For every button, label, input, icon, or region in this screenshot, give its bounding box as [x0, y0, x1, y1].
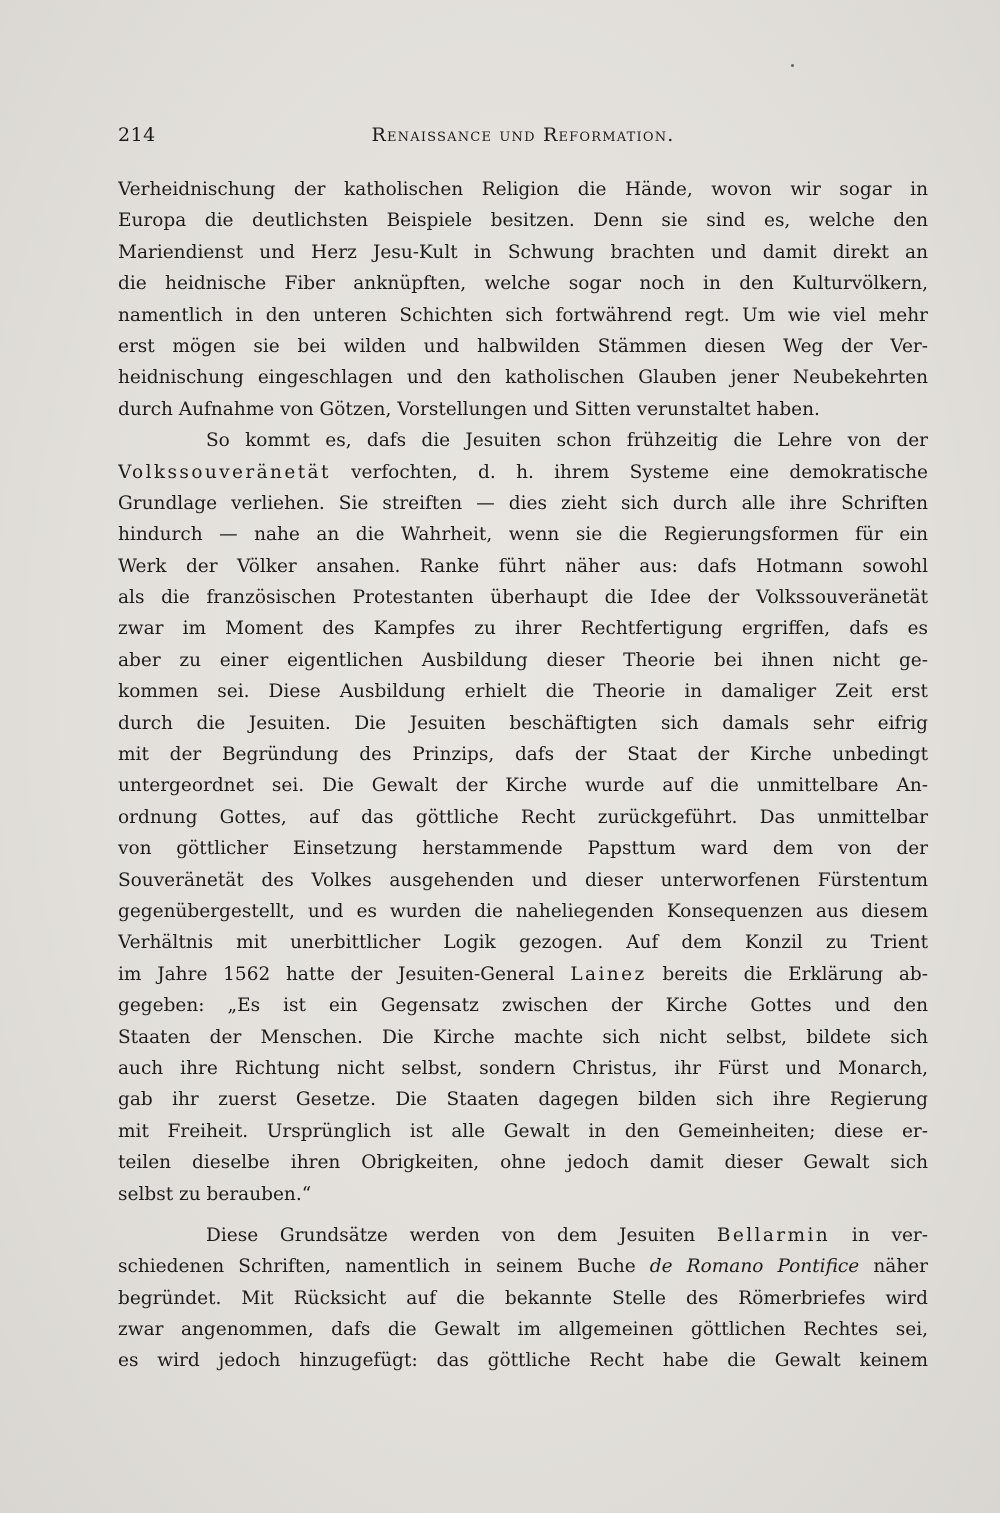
text-line: Grundlage verliehen. Sie streiften — dies zieht sich durch alle ihre Schriften — [118, 492, 928, 514]
text-line: mit der Begründung des Prinzips, dafs der Staat der Kirche unbedingt — [118, 744, 928, 766]
text-span: näher — [859, 1256, 928, 1278]
text-line: Verheidnischung der katholischen Religion die Hände, wovon wir sogar in — [118, 179, 928, 200]
text-line: kommen sei. Diese Ausbildung erhielt die Theorie in damaliger Zeit erst — [118, 681, 928, 703]
text-line: So kommt es, dafs die Jesuiten schon frühzeitig die Lehre von der — [206, 430, 928, 452]
text-span: Diese Grundsätze werden von dem Jesuiten — [206, 1224, 717, 1246]
paragraph-1 — [118, 174, 928, 425]
italic-title: de Romano Pontifice — [649, 1256, 860, 1278]
text-line: Mariendienst und Herz Jesu-Kult in Schwung brachten und damit direkt an — [118, 241, 928, 263]
spaced-term: Volkssouveränetät — [118, 461, 331, 483]
text-line: durch Aufnahme von Götzen, Vorstellungen und Sitten verunstaltet haben. — [118, 398, 820, 420]
text-line: von göttlicher Einsetzung herstammende Papsttum ward dem von der — [118, 838, 928, 860]
text-line — [118, 1251, 928, 1282]
text-span: verfochten, d. h. ihrem Systeme eine demokratische — [330, 461, 928, 483]
text-line — [118, 959, 928, 990]
text-span: schiedenen Schriften, namentlich in seinem Buche — [118, 1256, 650, 1278]
page-number: 214 — [118, 124, 156, 146]
text-line: Werk der Völker ansahen. Ranke führt näher aus: dafs Hotmann sowohl — [118, 555, 928, 577]
paragraph-gap — [118, 1210, 928, 1220]
text-line: gegeben: „Es ist ein Gegensatz zwischen der Kirche Gottes und den — [118, 995, 928, 1017]
text-line — [118, 1220, 928, 1251]
text-span: bereits die Erklärung ab- — [646, 963, 928, 985]
text-line: Staaten der Menschen. Die Kirche machte sich nicht selbst, bildete sich — [118, 1026, 928, 1048]
text-line: als die französischen Protestanten überhaupt die Idee der Volkssouveränetät — [118, 587, 928, 609]
text-line: hindurch — nahe an die Wahrheit, wenn sie die Regierungsformen für ein — [118, 524, 928, 546]
running-head — [118, 124, 928, 154]
text-line: selbst zu berauben.“ — [118, 1183, 312, 1205]
text-line: gegenübergestellt, und es wurden die naheliegenden Konsequenzen aus diesem — [118, 900, 928, 922]
paragraph-2 — [118, 425, 928, 1210]
text-line: heidnischung eingeschlagen und den katholischen Glauben jener Neubekehrten — [118, 367, 928, 389]
body-text — [118, 174, 928, 1377]
text-line: durch die Jesuiten. Die Jesuiten beschäftigten sich damals sehr eifrig — [118, 712, 928, 734]
text-line: erst mögen sie bei wilden und halbwilden Stämmen diesen Weg der Ver- — [118, 335, 928, 357]
text-span: in ver- — [830, 1224, 928, 1246]
text-line: es wird jedoch hinzugefügt: das göttliche Recht habe die Gewalt keinem — [118, 1350, 928, 1372]
text-line: namentlich in den unteren Schichten sich fortwährend regt. Um wie viel mehr — [118, 304, 928, 326]
paper-speck — [791, 64, 794, 67]
text-line: aber zu einer eigentlichen Ausbildung dieser Theorie bei ihnen nicht ge- — [118, 649, 928, 671]
text-line: mit Freiheit. Ursprünglich ist alle Gewalt in den Gemeinheiten; diese er- — [118, 1120, 928, 1142]
text-line: Souveränetät des Volkes ausgehenden und dieser unterworfenen Fürstentum — [118, 869, 928, 891]
spaced-term: Lainez — [570, 963, 647, 985]
text-line: auch ihre Richtung nicht selbst, sondern Christus, ihr Fürst und Monarch, — [118, 1057, 928, 1079]
text-line: teilen dieselbe ihren Obrigkeiten, ohne jedoch damit dieser Gewalt sich — [118, 1152, 928, 1174]
text-line: gab ihr zuerst Gesetze. Die Staaten dagegen bilden sich ihre Regierung — [118, 1089, 928, 1111]
text-line: begründet. Mit Rücksicht auf die bekannte Stelle des Römerbriefes wird — [118, 1287, 928, 1309]
running-title: Renaissance und Reformation. — [371, 124, 675, 146]
text-line: zwar angenommen, dafs die Gewalt im allgemeinen göttlichen Rechtes sei, — [118, 1319, 928, 1341]
text-line: zwar im Moment des Kampfes zu ihrer Rechtfertigung ergriffen, dafs es — [118, 618, 928, 640]
text-line: die heidnische Fiber anknüpften, welche sogar noch in den Kulturvölkern, — [118, 273, 928, 295]
text-line: ordnung Gottes, auf das göttliche Recht zurückgeführt. Das unmittelbar — [118, 806, 928, 828]
text-line: Europa die deutlichsten Beispiele besitzen. Denn sie sind es, welche den — [118, 210, 928, 232]
paragraph-3 — [118, 1220, 928, 1377]
text-line: untergeordnet sei. Die Gewalt der Kirche wurde auf die unmittelbare An- — [118, 775, 928, 797]
text-line — [118, 457, 928, 488]
spaced-term: Bellarmin — [716, 1224, 831, 1246]
text-line: Verhältnis mit unerbittlicher Logik gezogen. Auf dem Konzil zu Trient — [118, 932, 928, 954]
text-span: im Jahre 1562 hatte der Jesuiten-General — [118, 963, 571, 985]
